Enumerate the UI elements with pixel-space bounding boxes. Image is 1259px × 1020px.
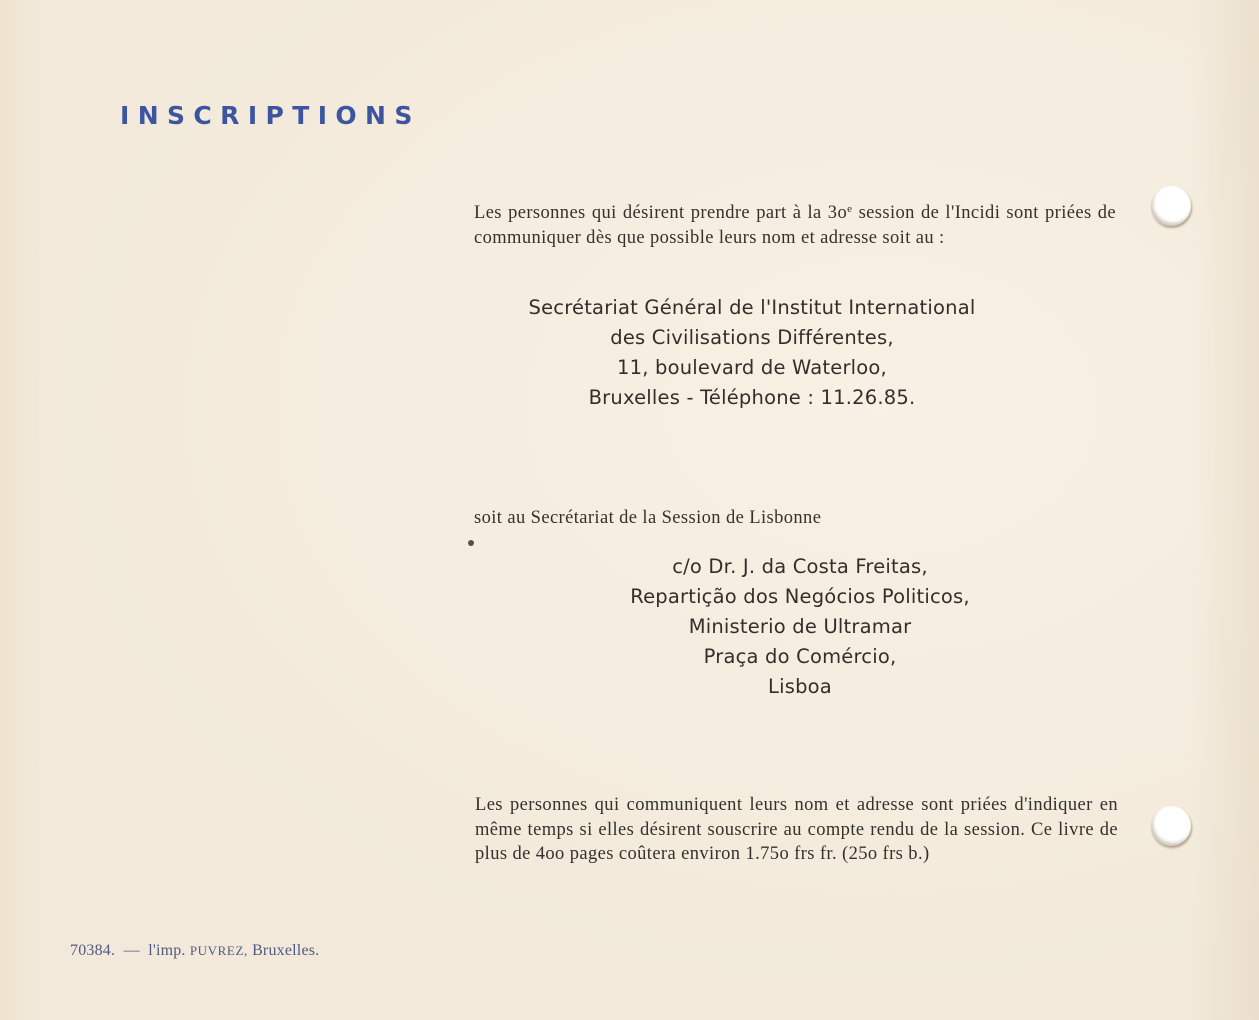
printer-credit bbox=[70, 942, 319, 960]
page-title: INSCRIPTIONS bbox=[120, 101, 421, 130]
address-line: des Civilisations Différentes, bbox=[610, 326, 894, 349]
address-line: Praça do Comércio, bbox=[703, 645, 897, 668]
address-line: Ministerio de Ultramar bbox=[688, 615, 912, 638]
address-line: c/o Dr. J. da Costa Freitas, bbox=[672, 555, 928, 578]
closing-paragraph: Les personnes qui communiquent leurs nom et adresse sont priées d'indiquer en même temps si elles désirent souscrire au compte rendu de la session. Ce livre de plus de 4oo pages coûtera environ 1.75o frs fr. (25o frs b.) bbox=[475, 795, 1118, 864]
address-line: Bruxelles - Téléphone : 11.26.85. bbox=[588, 386, 916, 409]
dash: — bbox=[123, 942, 140, 959]
punch-hole-top bbox=[1151, 186, 1191, 226]
punch-hole-bottom bbox=[1151, 806, 1191, 846]
intro-paragraph bbox=[474, 201, 1116, 250]
address-line: Repartição dos Negócios Politicos, bbox=[630, 585, 970, 608]
print-number: 70384. bbox=[70, 942, 116, 959]
intro-text-end: session de l'Incidi sont priées de communiquer dès que possible leurs nom et adresse soit au : bbox=[474, 203, 1117, 248]
imp-label: l'imp. bbox=[148, 942, 186, 959]
alternative-line: soit au Secrétariat de la Session de Lisbonne bbox=[474, 508, 822, 528]
intro-text-start: Les personnes qui désirent prendre part à la 3o bbox=[474, 203, 848, 223]
ordinal-superscript: e bbox=[847, 203, 853, 215]
printer-name: PUVREZ, bbox=[189, 943, 248, 958]
address-line: Lisboa bbox=[768, 675, 832, 698]
address-line: Secrétariat Général de l'Institut International bbox=[528, 296, 976, 319]
printer-city: Bruxelles. bbox=[252, 942, 320, 959]
ink-speck bbox=[468, 540, 474, 546]
address-line: 11, boulevard de Waterloo, bbox=[617, 356, 887, 379]
